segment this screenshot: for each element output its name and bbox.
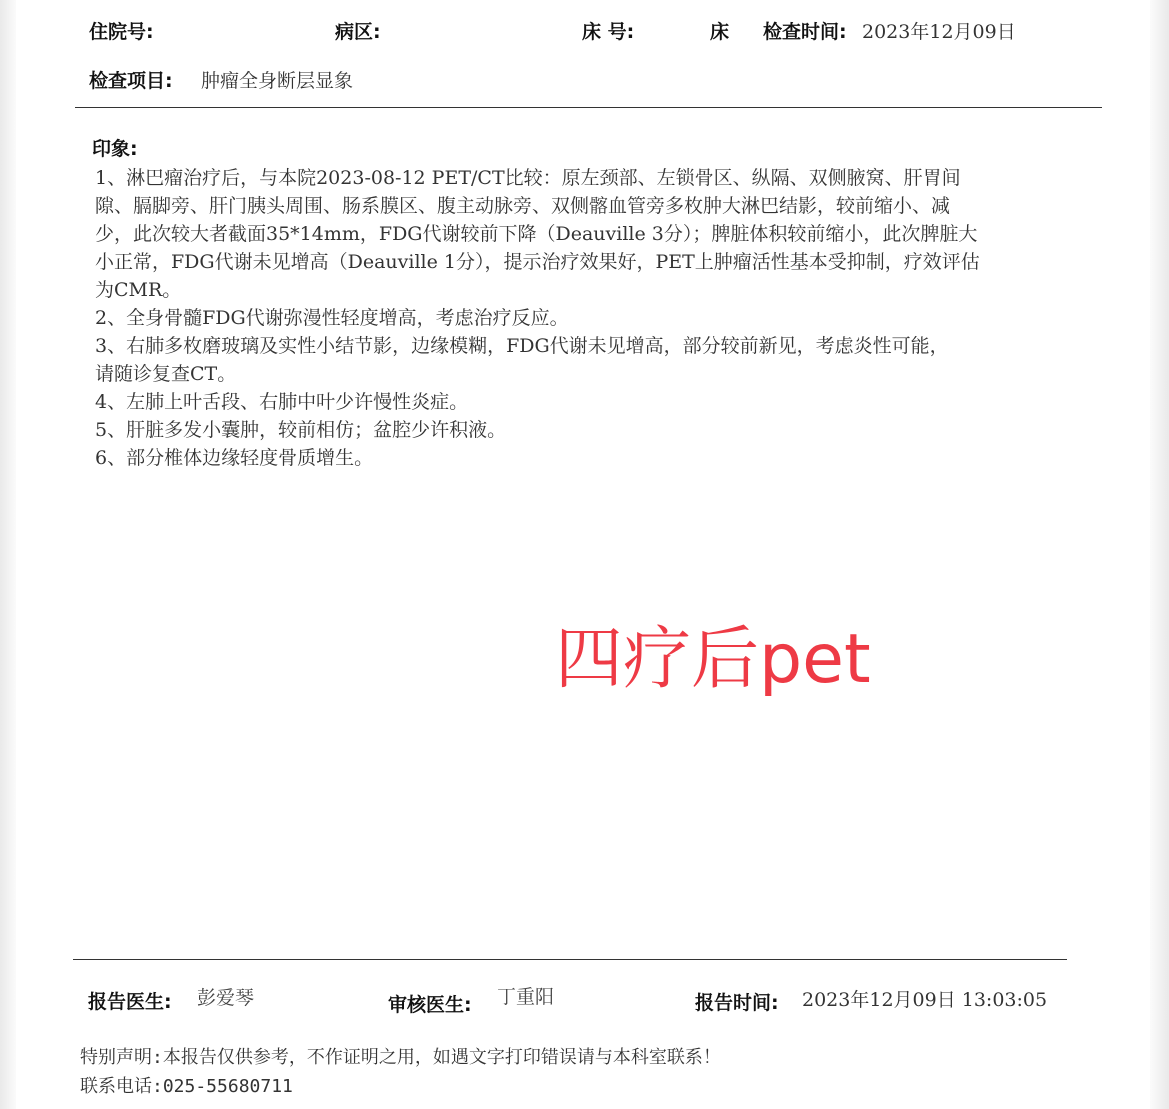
red-annotation: 四疗后pet [555, 620, 871, 699]
admission-no-label: 住院号: [89, 21, 154, 43]
bed-no-label: 床 号: [582, 21, 635, 43]
report-time-value: 2023年12月09日 13:03:05 [802, 989, 1048, 1011]
footer-divider [73, 959, 1067, 960]
ward-label: 病区: [335, 21, 381, 43]
impression-item-6: 6、部分椎体边缘轻度骨质增生。 [95, 447, 374, 469]
page-edge-right [1150, 0, 1169, 1109]
reporter-signature: 彭爱琴 [197, 987, 255, 1009]
impression-item-2: 2、全身骨髓FDG代谢弥漫性轻度增高，考虑治疗反应。 [95, 307, 569, 329]
impression-item-5: 5、肝脏多发小囊肿，较前相仿；盆腔少许积液。 [95, 419, 507, 441]
reviewer-signature: 丁重阳 [497, 986, 555, 1008]
bed-suffix: 床 [710, 21, 730, 43]
impression-item-1: 1、淋巴瘤治疗后，与本院2023-08-12 PET/CT比较：原左颈部、左锁骨区、纵隔、双侧腋窝、肝胃间 隙、膈脚旁、肝门胰头周围、肠系膜区、腹主动脉旁、双侧髂血管旁多枚肿大淋巴结影，较前缩小、减 少，此次较大者截面35*14mm，FDG代谢较前下降（Deauville 3分）；脾脏体积较前缩小，此次脾脏大 小正常，FDG代谢未见增高（Deauville 1分），提示治疗效果好，PET上肿瘤活性基本受抑制，疗效评估 为CMR。 [95, 167, 980, 301]
header-divider [75, 107, 1102, 108]
impression-title: 印象: [92, 138, 138, 160]
impression-item-4: 4、左肺上叶舌段、右肺中叶少许慢性炎症。 [95, 391, 469, 413]
disclaimer-text: 特别声明:本报告仅供参考，不作证明之用，如遇文字打印错误请与本科室联系！ [80, 1047, 721, 1068]
reviewer-label: 审核医生: [388, 994, 472, 1016]
exam-item-label: 检查项目: [89, 70, 173, 92]
impression-item-3: 3、右肺多枚磨玻璃及实性小结节影，边缘模糊，FDG代谢未见增高，部分较前新见，考虑炎性可能， 请随诊复查CT。 [95, 335, 949, 385]
exam-item-value: 肿瘤全身断层显象 [201, 70, 354, 92]
exam-time-value: 2023年12月09日 [862, 21, 1016, 43]
exam-time-label: 检查时间: [763, 21, 847, 43]
reporter-label: 报告医生: [88, 991, 172, 1013]
contact-phone: 联系电话:025-55680711 [80, 1076, 293, 1097]
report-time-label: 报告时间: [695, 992, 779, 1014]
page-edge-left [0, 0, 16, 1109]
impression-body [95, 164, 1080, 472]
